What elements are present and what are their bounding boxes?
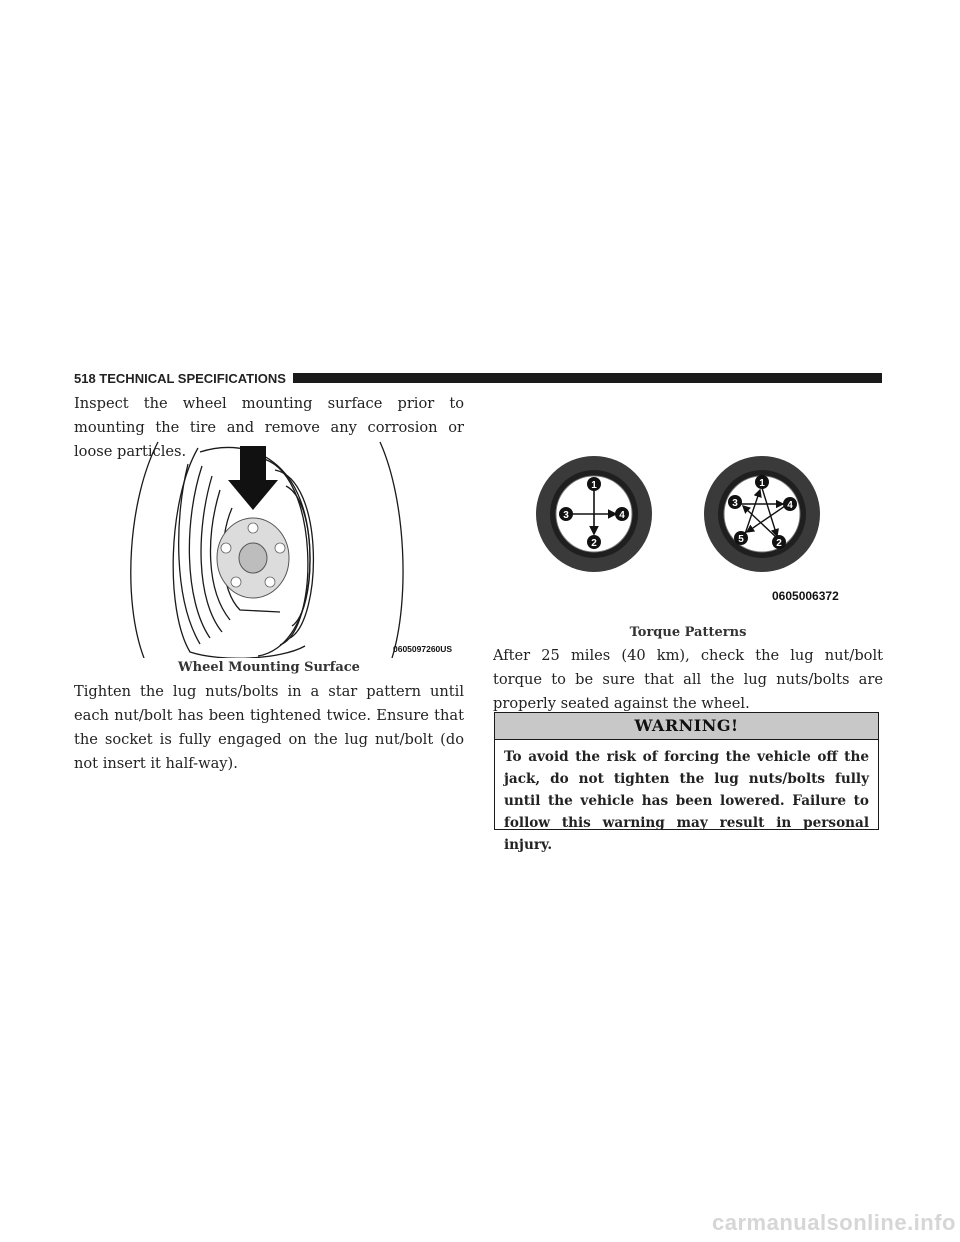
wheel-figure-code: 0605097260US xyxy=(393,644,453,654)
tighten-paragraph: Tighten the lug nuts/bolts in a star pattern until each nut/bolt has been tightened twice. Ensure that the socket is fully engaged on the lug nut/bolt (do not insert it half-way). xyxy=(74,683,464,772)
page-section-label: 518 TECHNICAL SPECIFICATIONS xyxy=(74,370,286,386)
pattern4-label-3: 3 xyxy=(563,510,569,521)
four-lug-pattern xyxy=(536,456,652,572)
after-miles-block xyxy=(493,644,883,716)
watermark: carmanualsonline.info xyxy=(712,1210,956,1235)
pattern5-label-3: 3 xyxy=(732,498,738,509)
inspect-paragraph: Inspect the wheel mounting surface prior to mounting the tire and remove any corrosion or loose particles. xyxy=(74,395,464,460)
torque-figure-caption: Torque Patterns xyxy=(629,625,747,640)
wheel-figure-caption: Wheel Mounting Surface xyxy=(178,660,360,675)
pattern4-label-2: 2 xyxy=(591,538,597,549)
wheel-mounting-figure xyxy=(110,440,465,658)
five-lug-pattern xyxy=(704,456,820,572)
pattern5-label-1: 1 xyxy=(759,478,765,489)
pattern5-label-5: 5 xyxy=(738,534,744,545)
pattern5-label-4: 4 xyxy=(787,500,793,511)
warning-title: WARNING! xyxy=(495,713,878,740)
warning-text: To avoid the risk of forcing the vehicle off the jack, do not tighten the lug nuts/bolts fully until the vehicle has been lowered. Failure to follow this warning may result in personal injury. xyxy=(504,749,869,853)
torque-patterns-figure xyxy=(497,448,882,610)
header-rule xyxy=(293,373,882,383)
tighten-block xyxy=(74,680,464,776)
pattern4-label-1: 1 xyxy=(591,480,597,491)
pattern4-label-4: 4 xyxy=(619,510,625,521)
down-arrow-icon xyxy=(228,446,278,510)
page-header xyxy=(74,370,882,386)
torque-figure-code: 0605006372 xyxy=(772,589,839,603)
pattern5-label-2: 2 xyxy=(776,538,782,549)
warning-box xyxy=(494,712,879,853)
after-miles-paragraph: After 25 miles (40 km), check the lug nut/bolt torque to be sure that all the lug nuts/bolts are properly seated against the wheel. xyxy=(493,647,883,712)
